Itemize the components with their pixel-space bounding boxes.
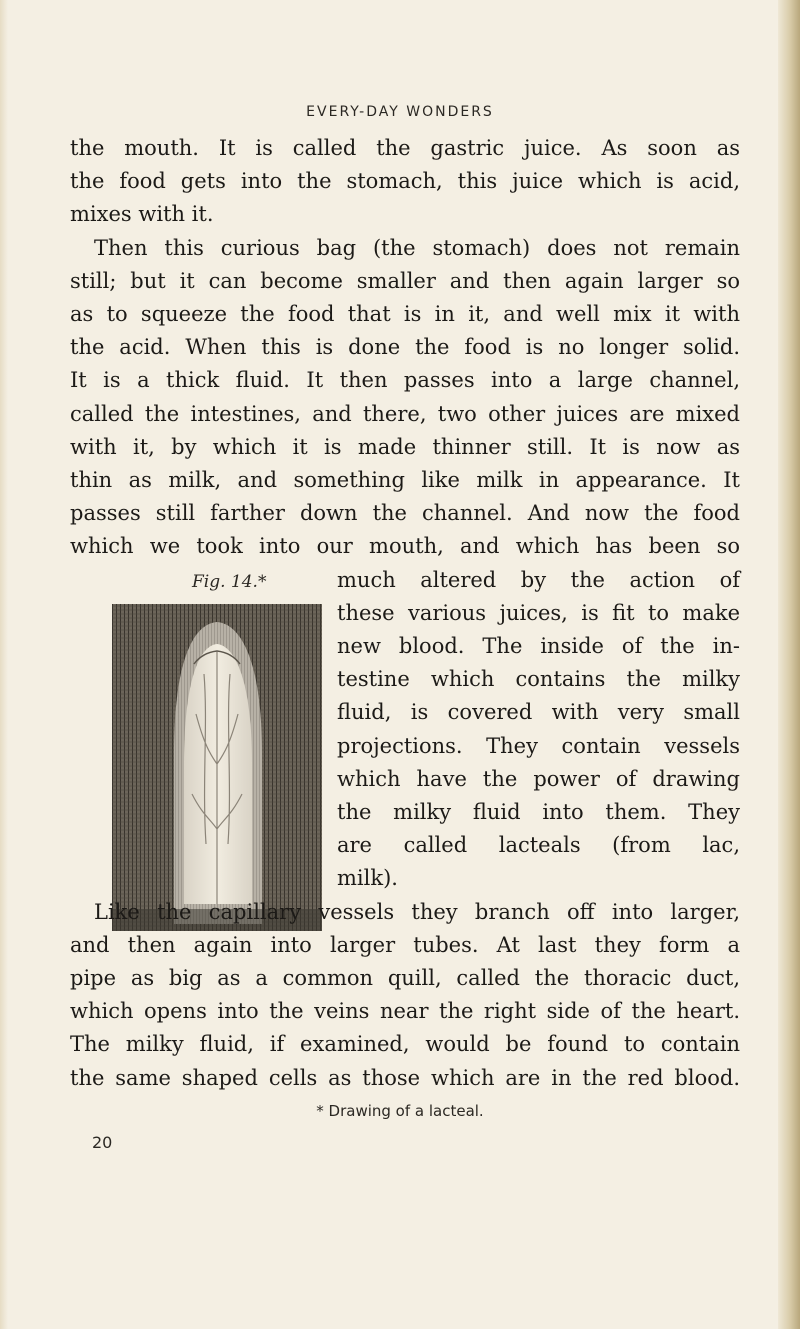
text-line: thin as milk, and something like milk in appearance. It <box>70 468 740 492</box>
text-line: the mouth. It is called the gastric juice. As soon as <box>70 136 740 160</box>
lacteal-illustration <box>112 604 322 931</box>
running-head: EVERY-DAY WONDERS <box>306 104 494 120</box>
text-line: Like the capillary vessels they branch off into larger, <box>94 900 740 924</box>
text-line: milk). <box>337 866 398 890</box>
text-line: It is a thick fluid. It then passes into a large channel, <box>70 368 740 392</box>
text-line: the same shaped cells as those which are in the red blood. <box>70 1066 740 1090</box>
text-line: the milky fluid into them. They <box>337 800 740 824</box>
text-line: these various juices, is fit to make <box>337 601 740 625</box>
text-line: pipe as big as a common quill, called the thoracic duct, <box>70 966 740 990</box>
text-line: as to squeeze the food that is in it, and well mix it with <box>70 302 740 326</box>
text-line: are called lacteals (from lac, <box>337 833 740 857</box>
page-edge-right <box>778 0 800 1329</box>
text-line: fluid, is covered with very small <box>337 700 740 724</box>
text-line: which opens into the veins near the right side of the heart. <box>70 999 740 1023</box>
page-number: 20 <box>92 1133 113 1152</box>
text-line: Then this curious bag (the stomach) does not remain <box>94 236 740 260</box>
text-line: the food gets into the stomach, this juice which is acid, <box>70 169 740 193</box>
figure-label: Fig. 14.* <box>192 572 267 592</box>
text-line: which we took into our mouth, and which has been so <box>70 534 740 558</box>
text-line: which have the power of drawing <box>337 767 740 791</box>
text-line: new blood. The inside of the in- <box>337 634 740 658</box>
page-edge-left <box>0 0 8 1329</box>
text-line: passes still farther down the channel. And now the food <box>70 501 740 525</box>
text-line: called the intestines, and there, two other juices are mixed <box>70 402 740 426</box>
text-line: mixes with it. <box>70 202 214 226</box>
footnote: * Drawing of a lacteal. <box>316 1102 484 1120</box>
text-line: and then again into larger tubes. At last they form a <box>70 933 740 957</box>
text-line: testine which contains the milky <box>337 667 740 691</box>
text-line: the acid. When this is done the food is no longer solid. <box>70 335 740 359</box>
text-line: The milky fluid, if examined, would be found to contain <box>70 1032 740 1056</box>
text-line: still; but it can become smaller and then again larger so <box>70 269 740 293</box>
text-line: much altered by the action of <box>337 568 740 592</box>
text-line: projections. They contain vessels <box>337 734 740 758</box>
text-line: with it, by which it is made thinner still. It is now as <box>70 435 740 459</box>
